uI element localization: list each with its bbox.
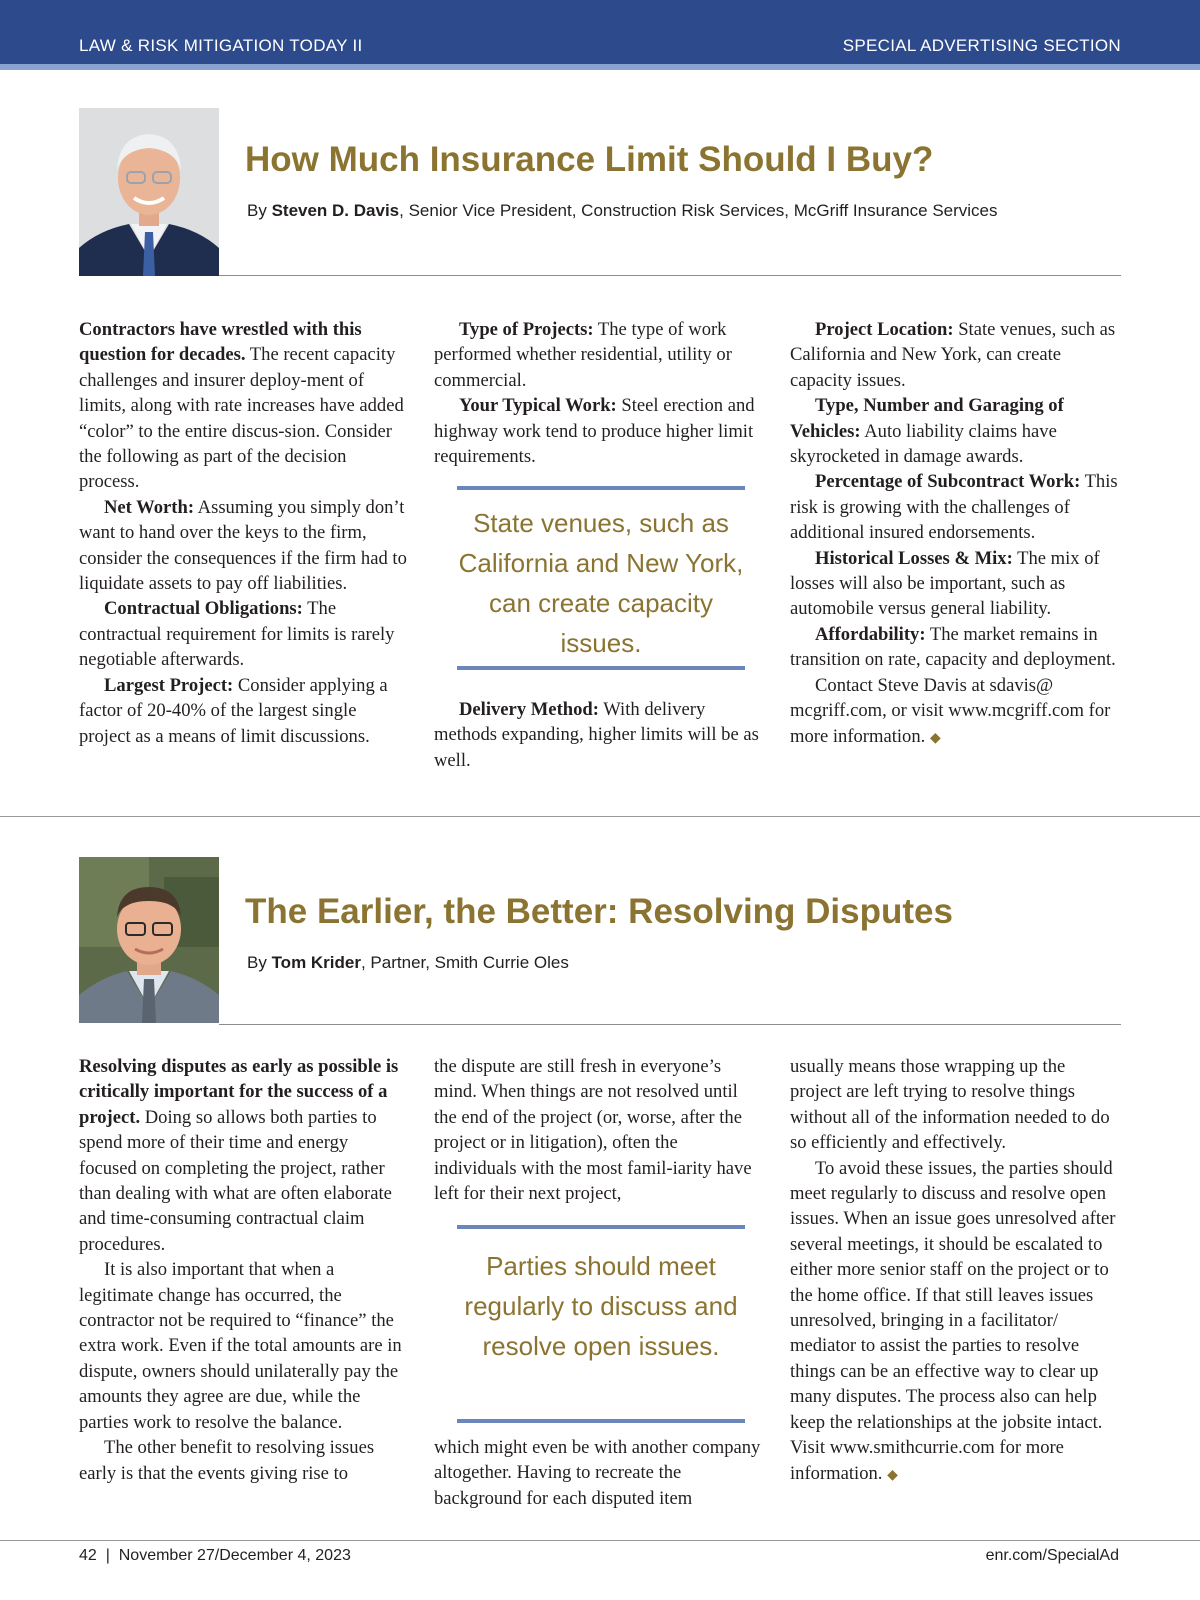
paragraph bbox=[79, 1054, 407, 1257]
byline-role: , Senior Vice President, Construction Risk Services, McGriff Insurance Services bbox=[399, 201, 998, 220]
subhead: Net Worth: bbox=[104, 496, 195, 518]
paragraph-text: Consider applying a factor of 20-40% of the largest single project as a means of limit discussions. bbox=[79, 674, 388, 747]
paragraph: usually means those wrapping up the project are left trying to resolve things without all of the information needed to do so efficiently and effectively. bbox=[790, 1056, 1110, 1154]
headline-rule bbox=[219, 1024, 1121, 1025]
paragraph bbox=[790, 393, 1118, 469]
footer-rule bbox=[0, 1540, 1200, 1541]
paragraph-text: Auto liability claims have skyrocketed in damage awards. bbox=[790, 420, 1057, 468]
paragraph-text: State venues, such as California and New York, can create capacity issues. bbox=[790, 319, 1116, 391]
paragraph-text: With delivery methods expanding, higher limits will be as well. bbox=[434, 699, 759, 771]
article2-column-3 bbox=[790, 1054, 1118, 1488]
paragraph bbox=[434, 393, 762, 469]
author-photo-davis bbox=[79, 108, 219, 276]
lead-in: Contractors have wrestled with this question for decades. bbox=[79, 319, 362, 366]
contact-text: Contact Steve Davis at sdavis@ mcgriff.com, or visit www.mcgriff.com for more information. bbox=[790, 674, 1111, 747]
paragraph bbox=[434, 317, 762, 393]
paragraph-text: The market remains in transition on rate, capacity and deployment. bbox=[790, 623, 1116, 671]
article-headline: The Earlier, the Better: Resolving Disputes bbox=[245, 892, 953, 931]
subhead: Delivery Method: bbox=[459, 699, 599, 720]
article-byline bbox=[247, 201, 998, 221]
advertising-label: SPECIAL ADVERTISING SECTION bbox=[842, 36, 1121, 55]
paragraph: The other benefit to resolving issues early is that the events giving rise to bbox=[79, 1437, 375, 1484]
subhead: Project Location: bbox=[815, 319, 954, 340]
author-photo-krider bbox=[79, 857, 219, 1023]
byline-prefix: By bbox=[247, 201, 272, 220]
paragraph bbox=[790, 673, 1118, 751]
article-byline bbox=[247, 953, 569, 973]
paragraph-text: Assuming you simply don’t want to hand over the keys to the firm, consider the consequences if the firm had to liquidate assets to pay off liabilities. bbox=[79, 496, 407, 595]
article1-column-2-top bbox=[434, 317, 762, 469]
paragraph-text: This risk is growing with the challenges of additional insured endorsements. bbox=[790, 471, 1118, 544]
footer-url: enr.com/SpecialAd bbox=[985, 1547, 1119, 1564]
end-mark-icon: ◆ bbox=[929, 730, 941, 746]
byline-author: Tom Krider bbox=[271, 953, 361, 972]
pull-quote: Parties should meet regularly to discuss and resolve open issues. bbox=[457, 1225, 745, 1423]
article2-column-2-bottom bbox=[434, 1435, 762, 1511]
paragraph: the dispute are still fresh in everyone’s mind. When things are not resolved until the end of the project (or, worse, after the project or in litigation), often the individuals with the most famil-iarity have left for their next project, bbox=[434, 1056, 752, 1205]
paragraph bbox=[790, 622, 1118, 673]
paragraph bbox=[79, 317, 407, 495]
paragraph-text: The type of work performed whether residential, utility or commercial. bbox=[434, 319, 732, 391]
paragraph bbox=[790, 317, 1118, 393]
paragraph bbox=[79, 495, 407, 597]
article2-column-1 bbox=[79, 1054, 407, 1486]
subhead: Percentage of Subcontract Work: bbox=[815, 471, 1081, 493]
paragraph bbox=[790, 546, 1118, 622]
header-stripe bbox=[0, 64, 1200, 70]
paragraph-text: To avoid these issues, the parties should meet regularly to discuss and resolve open issues. When an issue goes unresolved after several meetings, it should be escalated to either more senior staff on the project or to the home office. If that still leaves issues unresolved, bringing in a facilitator/ mediator to assist the parties to resolve things can be an effective way to clear up many disputes. The process also can help keep the relationships at the jobsite intact. Visit www.smithcurrie.com for more information. bbox=[790, 1157, 1116, 1484]
headline-rule bbox=[219, 275, 1121, 276]
paragraph: which might even be with another company altogether. Having to recreate the background for each disputed item bbox=[434, 1437, 761, 1509]
subhead: Historical Losses & Mix: bbox=[815, 547, 1013, 569]
paragraph-text: The recent capacity challenges and insurer deploy-ment of limits, along with rate increases have added “color” to the entire discus-sion. Consider the following as part of the decision process. bbox=[79, 344, 404, 493]
end-mark-icon: ◆ bbox=[887, 1467, 898, 1483]
byline-prefix: By bbox=[247, 953, 272, 972]
subhead: Your Typical Work: bbox=[459, 395, 617, 417]
paragraph bbox=[790, 469, 1118, 545]
paragraph-text: Doing so allows both parties to spend more of their time and energy focused on completing the project, rather than dealing with what are often elaborate and time-consuming contractual claim procedures. bbox=[79, 1106, 392, 1255]
subhead: Type, Number and Garaging of Vehicles: bbox=[790, 395, 1064, 442]
paragraph bbox=[79, 596, 407, 672]
paragraph-text: The contractual requirement for limits is rarely negotiable afterwards. bbox=[79, 598, 395, 671]
article-headline: How Much Insurance Limit Should I Buy? bbox=[245, 140, 934, 179]
paragraph-text: The mix of losses will also be important, such as automobile versus general liability. bbox=[790, 547, 1100, 620]
pull-quote: State venues, such as California and New York, can create capacity issues. bbox=[457, 486, 745, 670]
article1-column-3 bbox=[790, 317, 1118, 751]
subhead: Largest Project: bbox=[104, 674, 234, 696]
paragraph bbox=[434, 697, 762, 773]
paragraph-text: Steel erection and highway work tend to produce higher limit requirements. bbox=[434, 395, 755, 468]
page-number-date: 42 | November 27/December 4, 2023 bbox=[79, 1547, 351, 1564]
subhead: Contractual Obligations: bbox=[104, 598, 303, 620]
article2-column-2-top bbox=[434, 1054, 762, 1206]
subhead: Affordability: bbox=[815, 623, 926, 645]
paragraph bbox=[790, 1156, 1118, 1488]
byline-role: , Partner, Smith Currie Oles bbox=[360, 953, 569, 972]
byline-author: Steven D. Davis bbox=[271, 201, 400, 220]
section-title: LAW & RISK MITIGATION TODAY II bbox=[79, 36, 363, 55]
article1-column-2-bottom bbox=[434, 697, 762, 773]
lead-in: Resolving disputes as early as possible is critically important for the success of a project. bbox=[79, 1056, 399, 1128]
paragraph bbox=[79, 673, 407, 749]
article-divider bbox=[0, 816, 1200, 817]
article1-column-1 bbox=[79, 317, 407, 749]
subhead: Type of Projects: bbox=[459, 319, 594, 340]
paragraph: It is also important that when a legitimate change has occurred, the contractor not be required to “finance” the extra work. Even if the total amounts are in dispute, owners should unilaterally pay the amounts they agree are due, while the parties work to resolve the balance. bbox=[79, 1259, 402, 1433]
